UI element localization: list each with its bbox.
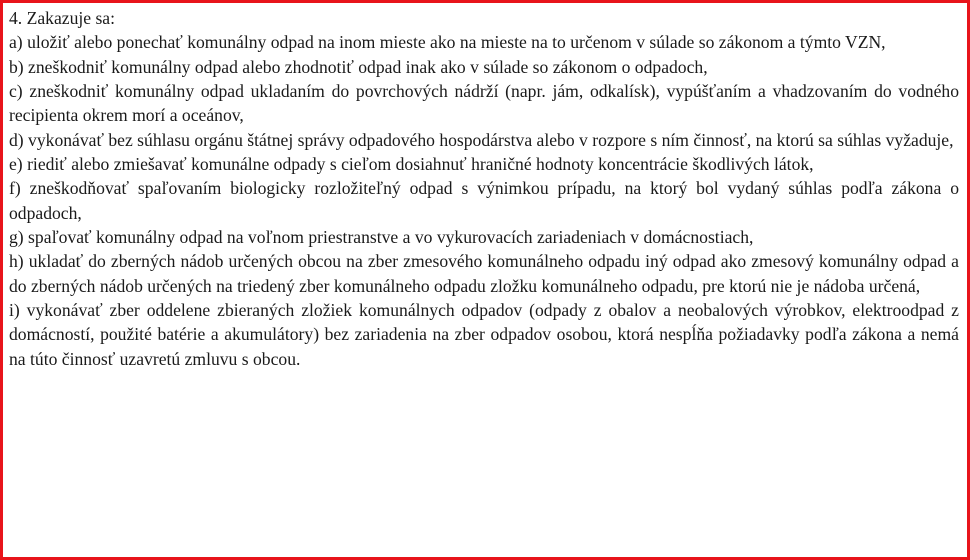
list-item-f: f) zneškodňovať spaľovaním biologicky rozložiteľný odpad s výnimkou prípadu, na ktorý bol vydaný súhlas podľa zákona o odpadoch,	[9, 178, 959, 223]
list-item-b: b) zneškodniť komunálny odpad alebo zhodnotiť odpad inak ako v súlade so zákonom o odpadoch,	[9, 56, 708, 77]
list-item-g: g) spaľovať komunálny odpad na voľnom priestranstve a vo vykurovacích zariadeniach v domácnostiach,	[9, 227, 754, 248]
section-heading: 4. Zakazuje sa:	[9, 8, 116, 28]
list-item-c: c) zneškodniť komunálny odpad ukladaním do povrchových nádrží (napr. jám, odkalísk), vypúšťaním a vhadzovaním do vodného recipienta okrem morí a oceánov,	[9, 81, 959, 126]
list-item-h: h) ukladať do zberných nádob určených obcou na zber zmesového komunálneho odpadu iný odpad ako zmesový komunálny odpad a do zberných nádob určených na triedený zber komunálneho odpadu zložku komunálneho odpadu, pre ktorú nie je nádoba určená,	[9, 251, 959, 296]
list-item-a: a) uložiť alebo ponechať komunálny odpad na inom mieste ako na mieste na to určenom v súlade so zákonom a týmto VZN,	[9, 32, 886, 53]
list-item-i: i) vykonávať zber oddelene zbieraných zložiek komunálnych odpadov (odpady z obalov a neobalových výrobkov, elektroodpad z domácností, použité batérie a akumulátory) bez zariadenia na zber odpadov osobou, ktorá nespĺňa požiadavky podľa zákona a nemá na túto činnosť uzavretú zmluvu s obcou.	[9, 300, 959, 369]
list-item-e: e) riediť alebo zmiešavať komunálne odpady s cieľom dosiahnuť hraničné hodnoty koncentrácie škodlivých látok,	[9, 154, 814, 175]
list-item-d: d) vykonávať bez súhlasu orgánu štátnej správy odpadového hospodárstva alebo v rozpore s ním činnosť, na ktorú sa súhlas vyžaduje,	[9, 129, 954, 150]
document-body	[9, 6, 959, 371]
